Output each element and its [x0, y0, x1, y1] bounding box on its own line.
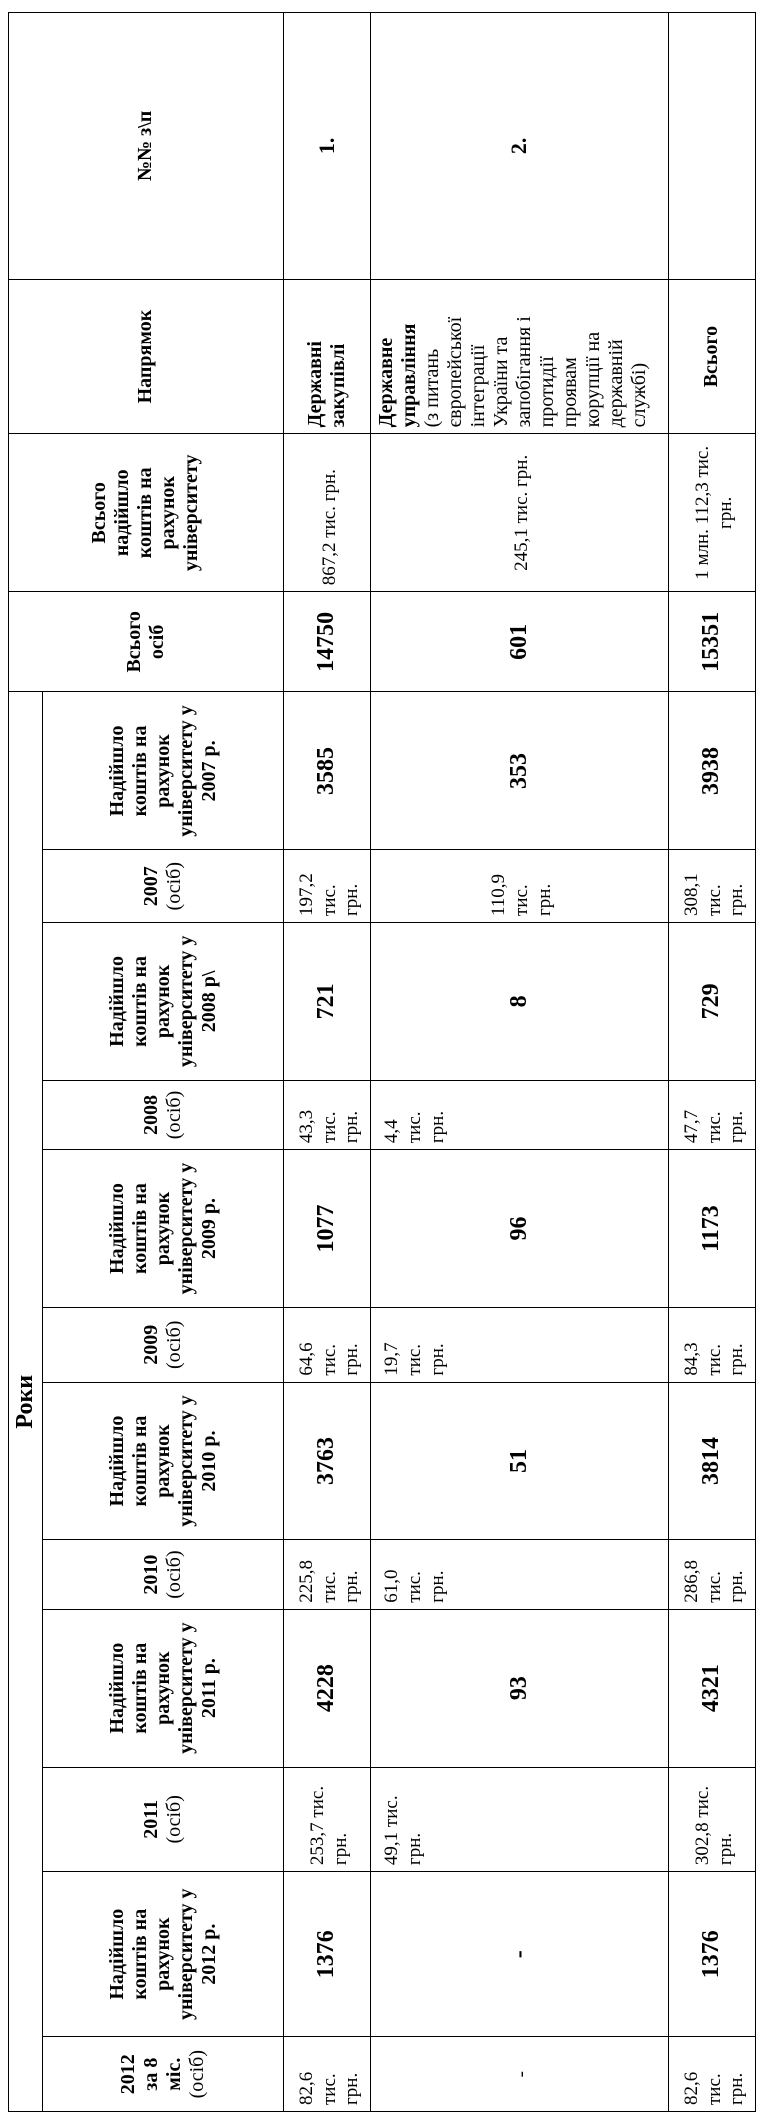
- year-label: 2008: [140, 1094, 163, 1135]
- direction-header: [9, 279, 284, 434]
- total-funds-header: [9, 434, 284, 592]
- total-funds-cell: 245,1 тис. грн.: [370, 434, 668, 592]
- people-cell: 353: [370, 692, 668, 850]
- funds-cell: 4,4 тис. грн.: [370, 1080, 668, 1149]
- year-label: 2007: [140, 866, 163, 907]
- statistics-table: [8, 12, 756, 2112]
- direction-cell: [370, 279, 668, 434]
- year-label: 2009: [140, 1324, 163, 1365]
- table-row-procurement: [283, 13, 370, 2112]
- row-number-cell: 1.: [283, 13, 370, 280]
- people-cell: 1376: [283, 1872, 370, 2037]
- people-cell: 3585: [283, 692, 370, 850]
- funds-cell: 308,1 тис. грн.: [668, 850, 755, 923]
- total-people-cell: 14750: [283, 592, 370, 692]
- row-number-cell: [668, 13, 755, 280]
- total-people-cell: 601: [370, 592, 668, 692]
- total-funds-header-text: Всього надійшло коштів на рахунок університету: [88, 454, 203, 572]
- funds-cell: 19,7 тис. грн.: [370, 1307, 668, 1382]
- people-cell: 1173: [668, 1150, 755, 1308]
- row-number-header-text: №№ з\п: [134, 110, 157, 182]
- direction-title: Всього: [700, 325, 723, 388]
- funds-cell: 82,6 тис. грн.: [283, 2037, 370, 2112]
- year-funds-header: Надійшло коштів на рахунок університету у 2008 р\: [43, 922, 283, 1080]
- year-funds-header: Надійшло коштів на рахунок університету у 2009 р.: [43, 1150, 283, 1308]
- year-funds-header: Надійшло коштів на рахунок університету у 2010 р.: [43, 1382, 283, 1540]
- funds-cell: 49,1 тис. грн.: [370, 1767, 668, 1872]
- year-unit: (осіб): [163, 1320, 186, 1369]
- header-row-group: [9, 13, 43, 2112]
- total-people-header-text: Всього осіб: [122, 611, 168, 673]
- total-funds-cell: 867,2 тис. грн.: [283, 434, 370, 592]
- people-cell: 4228: [283, 1609, 370, 1767]
- people-cell: 93: [370, 1609, 668, 1767]
- people-cell: 3938: [668, 692, 755, 850]
- funds-cell: 286,8 тис. грн.: [668, 1540, 755, 1609]
- table-row-total: [668, 13, 755, 2112]
- direction-description: (з питань європейської інтеграції України та запобігання і протидії проявам корупції на державній службі): [420, 316, 650, 428]
- funds-cell: 61,0 тис. грн.: [370, 1540, 668, 1609]
- year-unit: (осіб): [163, 1550, 186, 1599]
- people-cell: 51: [370, 1382, 668, 1540]
- year-unit: (осіб): [163, 862, 186, 911]
- row-number-header: [9, 13, 284, 280]
- year-unit: (осіб): [163, 1795, 186, 1844]
- year-label: 2011: [140, 1799, 163, 1839]
- funds-cell: 110,9 тис. грн.: [370, 850, 668, 923]
- funds-cell: 253,7 тис. грн.: [283, 1767, 370, 1872]
- people-cell: -: [370, 1872, 668, 2037]
- funds-cell: 82,6 тис. грн.: [668, 2037, 755, 2112]
- funds-cell: 47,7 тис. грн.: [668, 1080, 755, 1149]
- total-people-header: [9, 592, 284, 692]
- year-unit: (осіб): [163, 1090, 186, 1140]
- direction-title: Державні закупівлі: [303, 341, 349, 428]
- funds-cell: 64,6 тис. грн.: [283, 1307, 370, 1382]
- years-group-header: Роки: [9, 692, 43, 2112]
- direction-cell: [283, 279, 370, 434]
- people-cell: 4321: [668, 1609, 755, 1767]
- year-people-header: [43, 1767, 283, 1872]
- year-people-header: [43, 850, 283, 923]
- direction-title: Державне управління: [374, 323, 420, 428]
- year-people-header: [43, 1080, 283, 1149]
- year-funds-header: Надійшло коштів на рахунок університету у 2007 р.: [43, 692, 283, 850]
- table-row-public-administration: [370, 13, 668, 2112]
- year-label: 2010: [140, 1554, 163, 1595]
- total-funds-cell: 1 млн. 112,3 тис. грн.: [668, 434, 755, 592]
- row-number-cell: 2.: [370, 13, 668, 280]
- year-people-header: [43, 2037, 283, 2112]
- people-cell: 3814: [668, 1382, 755, 1540]
- funds-cell: 302,8 тис. грн.: [668, 1767, 755, 1872]
- year-funds-header: Надійшло коштів на рахунок університету у 2011 р.: [43, 1609, 283, 1767]
- year-label: 2012 за 8 міс.: [117, 2054, 186, 2095]
- funds-cell: 225,8 тис. грн.: [283, 1540, 370, 1609]
- year-people-header: [43, 1540, 283, 1609]
- funds-cell: 197,2 тис. грн.: [283, 850, 370, 923]
- people-cell: 96: [370, 1150, 668, 1308]
- funds-cell: 43,3 тис. грн.: [283, 1080, 370, 1149]
- direction-header-text: Напрямок: [134, 309, 157, 404]
- people-cell: 1077: [283, 1150, 370, 1308]
- funds-cell: -: [370, 2037, 668, 2112]
- funds-cell: 84,3 тис. грн.: [668, 1307, 755, 1382]
- people-cell: 3763: [283, 1382, 370, 1540]
- year-funds-header: Надійшло коштів на рахунок університету у 2012 р.: [43, 1872, 283, 2037]
- total-people-cell: 15351: [668, 592, 755, 692]
- direction-cell: [668, 279, 755, 434]
- people-cell: 8: [370, 922, 668, 1080]
- year-unit: (осіб): [186, 2049, 209, 2099]
- people-cell: 729: [668, 922, 755, 1080]
- people-cell: 721: [283, 922, 370, 1080]
- year-people-header: [43, 1307, 283, 1382]
- people-cell: 1376: [668, 1872, 755, 2037]
